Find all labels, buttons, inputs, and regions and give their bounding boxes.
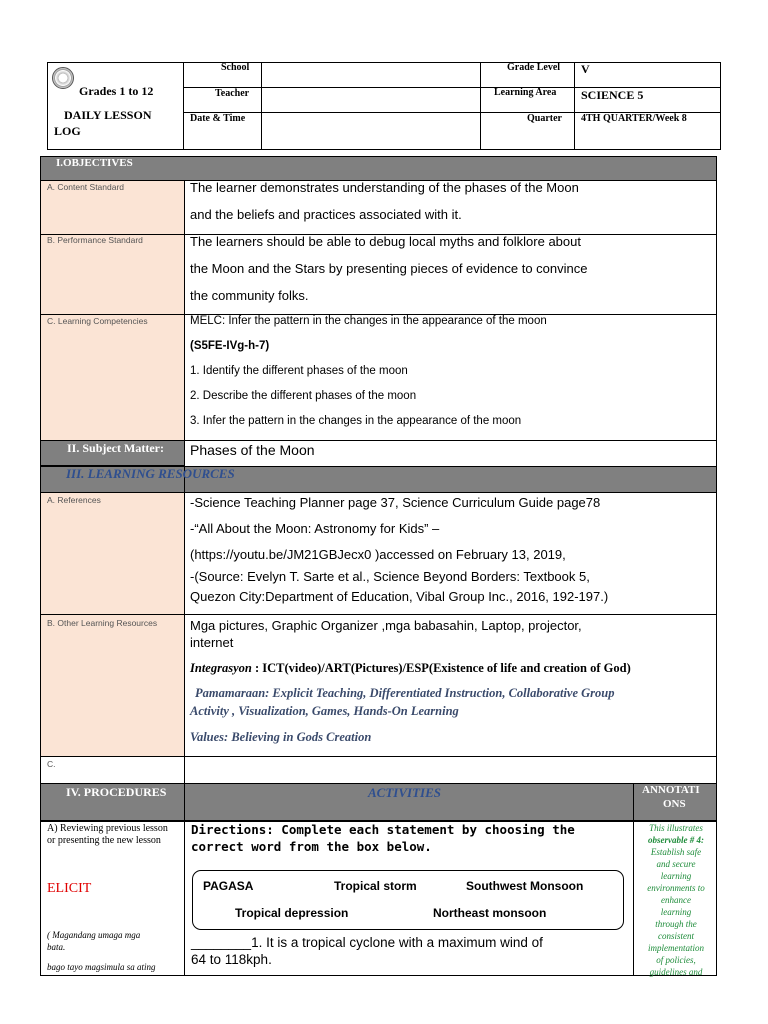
annotations-heading-2: ONS (663, 798, 686, 810)
directions-text: Directions: Complete each statement by choosing the (191, 822, 575, 837)
directions-text: correct word from the box below. (191, 839, 432, 854)
word-option: Southwest Monsoon (466, 879, 584, 893)
annotation-line: of policies, (656, 955, 696, 965)
elicit-label: ELICIT (47, 881, 92, 896)
divider (184, 181, 185, 976)
school-label: School (221, 62, 250, 73)
annotation-text (636, 822, 716, 978)
log-title-line2: LOG (54, 124, 81, 138)
competency-item: 1. Identify the different phases of the moon (190, 365, 408, 377)
values-text: Values: Believing in Gods Creation (190, 730, 372, 744)
annotation-line: learning (660, 871, 692, 881)
resources-heading: III. LEARNING RESOURCES (66, 466, 235, 481)
annotation-line: Establish safe (650, 847, 702, 857)
review-label: A) Reviewing previous lesson (47, 823, 168, 834)
annotation-line: through the (655, 919, 697, 929)
performance-standard-label: B. Performance Standard (47, 235, 143, 245)
references-label: A. References (47, 495, 101, 505)
divider (183, 62, 184, 150)
melc-text: MELC: Infer the pattern in the changes in the appearance of the moon (190, 315, 547, 327)
annotation-line: learning (660, 907, 692, 917)
content-standard-text: and the beliefs and practices associated with it. (190, 207, 462, 222)
grade-level-label: Grade Level (507, 62, 561, 73)
word-option: PAGASA (203, 879, 254, 893)
reference-item: Quezon City:Department of Education, Vibal Group Inc., 2016, 192-197.) (190, 589, 609, 604)
pamamaraan-text: Activity , Visualization, Games, Hands-On Learning (190, 704, 459, 718)
integrasyon-label: Integrasyon (190, 661, 252, 675)
competency-code: (S5FE-IVg-h-7) (190, 340, 270, 352)
teacher-label: Teacher (215, 88, 250, 99)
performance-standard-text: the community folks. (190, 288, 309, 303)
divider (480, 62, 481, 150)
pamamaraan-text: Pamamaraan: Explicit Teaching, Differentiated Instruction, Collaborative Group (195, 686, 615, 700)
divider (633, 783, 634, 976)
activities-heading: ACTIVITIES (368, 785, 441, 800)
quarter-label: Quarter (527, 113, 562, 124)
greeting-text: ( Magandang umaga mga (47, 930, 141, 940)
subject-matter-label: II. Subject Matter: (67, 441, 164, 455)
deped-seal-logo (52, 67, 74, 89)
performance-standard-text: The learners should be able to debug local myths and folklore about (190, 234, 581, 249)
subject-matter-value: Phases of the Moon (190, 442, 315, 458)
reference-link[interactable]: (https://youtu.be/JM21GBJecx0 )accessed on February 13, 2019, (190, 547, 566, 562)
learning-area-value[interactable]: SCIENCE 5 (581, 88, 644, 102)
greeting-text: bago tayo magsimula sa ating (47, 962, 156, 972)
word-option: Northeast monsoon (433, 906, 547, 920)
c-label: C. (47, 759, 56, 769)
reference-item: -(Source: Evelyn T. Sarte et al., Science Beyond Borders: Textbook 5, (190, 569, 590, 584)
question-item: 64 to 118kph. (191, 952, 272, 967)
annotation-line: environments to (647, 883, 705, 893)
annotation-line: guidelines and (649, 967, 703, 977)
performance-standard-text: the Moon and the Stars by presenting pieces of evidence to convince (190, 261, 588, 276)
objectives-heading: I.OBJECTIVES (56, 157, 133, 169)
competency-item: 3. Infer the pattern in the changes in the appearance of the moon (190, 415, 522, 427)
annotation-line: implementation (648, 943, 704, 953)
content-standard-text: The learner demonstrates understanding of the phases of the Moon (190, 180, 579, 195)
annotation-line: enhance (661, 895, 691, 905)
reference-item: -Science Teaching Planner page 37, Science Curriculum Guide page78 (190, 495, 601, 510)
divider (261, 62, 262, 150)
procedures-heading: IV. PROCEDURES (66, 785, 167, 799)
integrasyon-line (190, 661, 631, 676)
datetime-label: Date & Time (190, 113, 246, 124)
other-resources-text: internet (190, 635, 234, 650)
integrasyon-value: : ICT(video)/ART(Pictures)/ESP(Existence of life and creation of God) (251, 661, 631, 675)
word-option: Tropical storm (334, 879, 417, 893)
review-label-2: or presenting the new lesson (47, 835, 161, 846)
reference-item: -“All About the Moon: Astronomy for Kids” – (190, 521, 440, 536)
other-resources-label: B. Other Learning Resources (47, 618, 158, 628)
divider (574, 62, 575, 150)
divider (40, 756, 717, 757)
learning-area-label: Learning Area (494, 87, 557, 98)
question-item: ________1. It is a tropical cyclone with a maximum wind of (191, 935, 543, 950)
divider (40, 614, 717, 615)
annotation-line: and secure (656, 859, 696, 869)
greeting-text: bata. (47, 942, 66, 952)
annotation-line: consistent (658, 931, 694, 941)
content-standard-label: A. Content Standard (47, 182, 125, 192)
grades-label: Grades 1 to 12 (79, 84, 154, 98)
other-resources-text: Mga pictures, Graphic Organizer ,mga babasahin, Laptop, projector, (190, 618, 582, 633)
grade-level-value[interactable]: V (581, 62, 590, 76)
word-option: Tropical depression (235, 906, 349, 920)
competencies-label: C. Learning Competencies (47, 316, 148, 326)
label-column (41, 181, 184, 440)
header-table (47, 62, 721, 150)
annotation-line: This illustrates (649, 823, 703, 833)
annotation-line: observable # 4: (648, 835, 704, 845)
competency-item: 2. Describe the different phases of the moon (190, 390, 417, 402)
quarter-value[interactable]: 4TH QUARTER/Week 8 (581, 113, 687, 124)
annotations-heading: ANNOTATI (642, 784, 700, 796)
log-title: DAILY LESSON (64, 108, 152, 122)
